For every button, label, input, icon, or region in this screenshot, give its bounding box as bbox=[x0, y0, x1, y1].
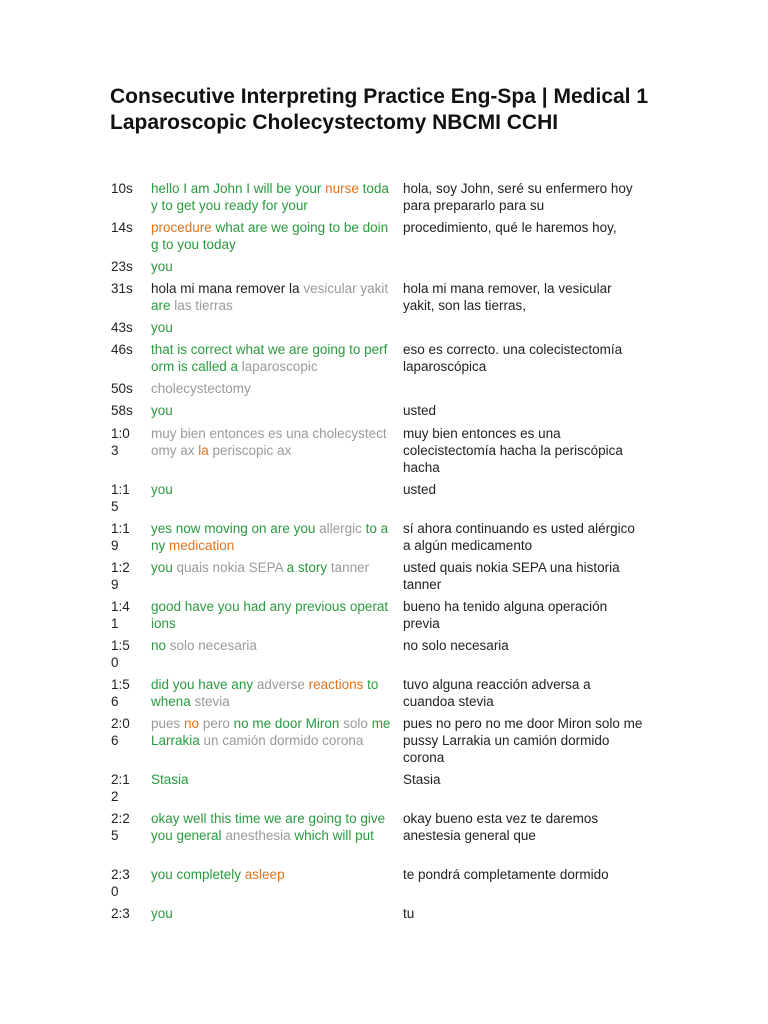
transcript-segment: solo bbox=[339, 716, 372, 731]
transcript-segment: nurse bbox=[325, 181, 359, 196]
spanish-translation: no solo necesaria bbox=[403, 638, 509, 653]
transcript-segment: la bbox=[198, 443, 209, 458]
spanish-translation: procedimiento, qué le haremos hoy, bbox=[403, 220, 617, 235]
transcript-segment: a story bbox=[286, 560, 328, 575]
english-transcript bbox=[151, 715, 391, 749]
english-transcript bbox=[151, 481, 391, 498]
transcript-segment: tanner bbox=[327, 560, 370, 575]
spanish-translation: bueno ha tenido alguna operación previa bbox=[403, 599, 608, 631]
transcript-segment: adverse bbox=[256, 677, 305, 692]
transcript-segment: you bbox=[151, 906, 173, 921]
english-transcript bbox=[151, 866, 391, 883]
english-transcript bbox=[151, 402, 391, 419]
transcript-segment: asleep bbox=[244, 867, 285, 882]
english-transcript bbox=[151, 180, 391, 214]
transcript-segment: un camión dormido corona bbox=[199, 733, 364, 748]
timestamp: 46s bbox=[111, 342, 133, 357]
timestamp: 1:03 bbox=[111, 426, 130, 458]
transcript-segment: pues bbox=[151, 716, 185, 731]
transcript-segment: what are we going to be doing to you today bbox=[151, 220, 389, 252]
transcript-segment: no me door Miron bbox=[233, 716, 340, 731]
english-transcript bbox=[151, 559, 391, 576]
spanish-translation: hola, soy John, seré su enfermero hoy para prepararlo para su bbox=[403, 181, 633, 213]
spanish-translation: eso es correcto. una colecistectomía laparoscópica bbox=[403, 342, 623, 374]
english-transcript bbox=[151, 905, 391, 922]
transcript-segment: hola mi mana remover la bbox=[151, 281, 304, 296]
spanish-translation: hola mi mana remover, la vesicular yakit, son las tierras, bbox=[403, 281, 612, 313]
english-transcript bbox=[151, 771, 391, 788]
transcript-segment: you completely bbox=[151, 867, 245, 882]
transcript-segment: me Larrakia bbox=[151, 716, 391, 748]
transcript-segment: vesicular yakit bbox=[303, 281, 389, 296]
english-transcript bbox=[151, 258, 391, 275]
transcript-segment: procedure bbox=[151, 220, 212, 235]
timestamp: 1:15 bbox=[111, 482, 130, 514]
english-transcript bbox=[151, 341, 391, 375]
timestamp: 50s bbox=[111, 381, 133, 396]
transcript-segment: laparoscopic bbox=[241, 359, 318, 374]
transcript-segment: stevia bbox=[194, 694, 230, 709]
english-transcript bbox=[151, 598, 391, 632]
timestamp: 1:29 bbox=[111, 560, 130, 592]
transcript-segment: quais nokia SEPA bbox=[172, 560, 287, 575]
transcript-segment: you bbox=[151, 560, 173, 575]
timestamp: 2:30 bbox=[111, 867, 130, 899]
transcript-segment: muy bien entonces es una cholecystectomy ax bbox=[151, 426, 387, 458]
transcript-segment: cholecystectomy bbox=[151, 381, 251, 396]
transcript-segment: no bbox=[151, 638, 167, 653]
english-transcript bbox=[151, 810, 391, 844]
timestamp: 1:56 bbox=[111, 677, 130, 709]
spanish-translation: muy bien entonces es una colecistectomía hacha la periscópica hacha bbox=[403, 426, 623, 475]
timestamp: 43s bbox=[111, 320, 133, 335]
transcript-segment: Stasia bbox=[151, 772, 189, 787]
transcript-segment: okay well this time we are going to give you general bbox=[151, 811, 386, 843]
transcript-segment: today to get you ready for your bbox=[151, 181, 389, 213]
transcript-segment: that is correct what we are going to perform is called a bbox=[151, 342, 388, 374]
spanish-translation: okay bueno esta vez te daremos anestesia general que bbox=[403, 811, 599, 843]
english-transcript bbox=[151, 637, 391, 654]
english-transcript bbox=[151, 319, 391, 336]
timestamp: 2:3 bbox=[111, 906, 130, 921]
transcript-segment: yes now moving on are you bbox=[151, 521, 320, 536]
transcript-segment: hello I am John I will be your bbox=[151, 181, 326, 196]
spanish-translation: usted bbox=[403, 403, 437, 418]
transcript-segment: s bbox=[356, 677, 364, 692]
english-transcript bbox=[151, 380, 391, 397]
timestamp: 2:25 bbox=[111, 811, 130, 843]
timestamp: 23s bbox=[111, 259, 133, 274]
timestamp: 1:41 bbox=[111, 599, 130, 631]
transcript-segment: anesthesia bbox=[225, 828, 291, 843]
transcript-segment: solo necesaria bbox=[166, 638, 257, 653]
transcript-segment: reaction bbox=[304, 677, 357, 692]
transcript-segment: to any bbox=[151, 521, 389, 553]
transcript-segment: medication bbox=[169, 538, 235, 553]
transcript-segment: good have you had any previous operations bbox=[151, 599, 389, 631]
timestamp: 14s bbox=[111, 220, 133, 235]
spanish-translation: pues no pero no me door Miron solo me pussy Larrakia un camión dormido corona bbox=[403, 716, 643, 765]
transcript-segment: are bbox=[151, 298, 175, 313]
spanish-translation: sí ahora continuando es usted alérgico a algún medicamento bbox=[403, 521, 635, 553]
english-transcript bbox=[151, 520, 391, 554]
timestamp: 31s bbox=[111, 281, 133, 296]
spanish-translation: tuvo alguna reacción adversa a cuandoa stevia bbox=[403, 677, 591, 709]
transcript-segment: pero bbox=[199, 716, 234, 731]
timestamp: 2:12 bbox=[111, 772, 130, 804]
spanish-translation: tu bbox=[403, 906, 415, 921]
transcript-segment: you bbox=[151, 259, 173, 274]
transcript-segment: which will put bbox=[290, 828, 374, 843]
transcript-segment: allergic bbox=[319, 521, 362, 536]
english-transcript bbox=[151, 280, 391, 314]
english-transcript bbox=[151, 219, 391, 253]
timestamp: 58s bbox=[111, 403, 133, 418]
timestamp: 1:50 bbox=[111, 638, 130, 670]
english-transcript bbox=[151, 425, 391, 459]
spanish-translation: usted bbox=[403, 482, 437, 497]
timestamp: 2:06 bbox=[111, 716, 130, 748]
spanish-translation: Stasia bbox=[403, 772, 441, 787]
transcript-segment: you bbox=[151, 320, 173, 335]
document-title: Consecutive Interpreting Practice Eng-Spa | Medical 1 Laparoscopic Cholecystectomy NBCMI CCHI bbox=[110, 85, 649, 134]
transcript-segment: las tierras bbox=[174, 298, 233, 313]
transcript-segment: to whena bbox=[151, 677, 379, 709]
spanish-translation: usted quais nokia SEPA una historia tanner bbox=[403, 560, 620, 592]
transcript-segment: periscopic ax bbox=[208, 443, 292, 458]
transcript-segment: you bbox=[151, 482, 173, 497]
timestamp: 10s bbox=[111, 181, 133, 196]
english-transcript bbox=[151, 676, 391, 710]
spanish-translation: te pondrá completamente dormido bbox=[403, 867, 609, 882]
transcript-segment: you bbox=[151, 403, 173, 418]
transcript-segment: did you have any bbox=[151, 677, 257, 692]
transcript-segment: no bbox=[184, 716, 200, 731]
timestamp: 1:19 bbox=[111, 521, 130, 553]
